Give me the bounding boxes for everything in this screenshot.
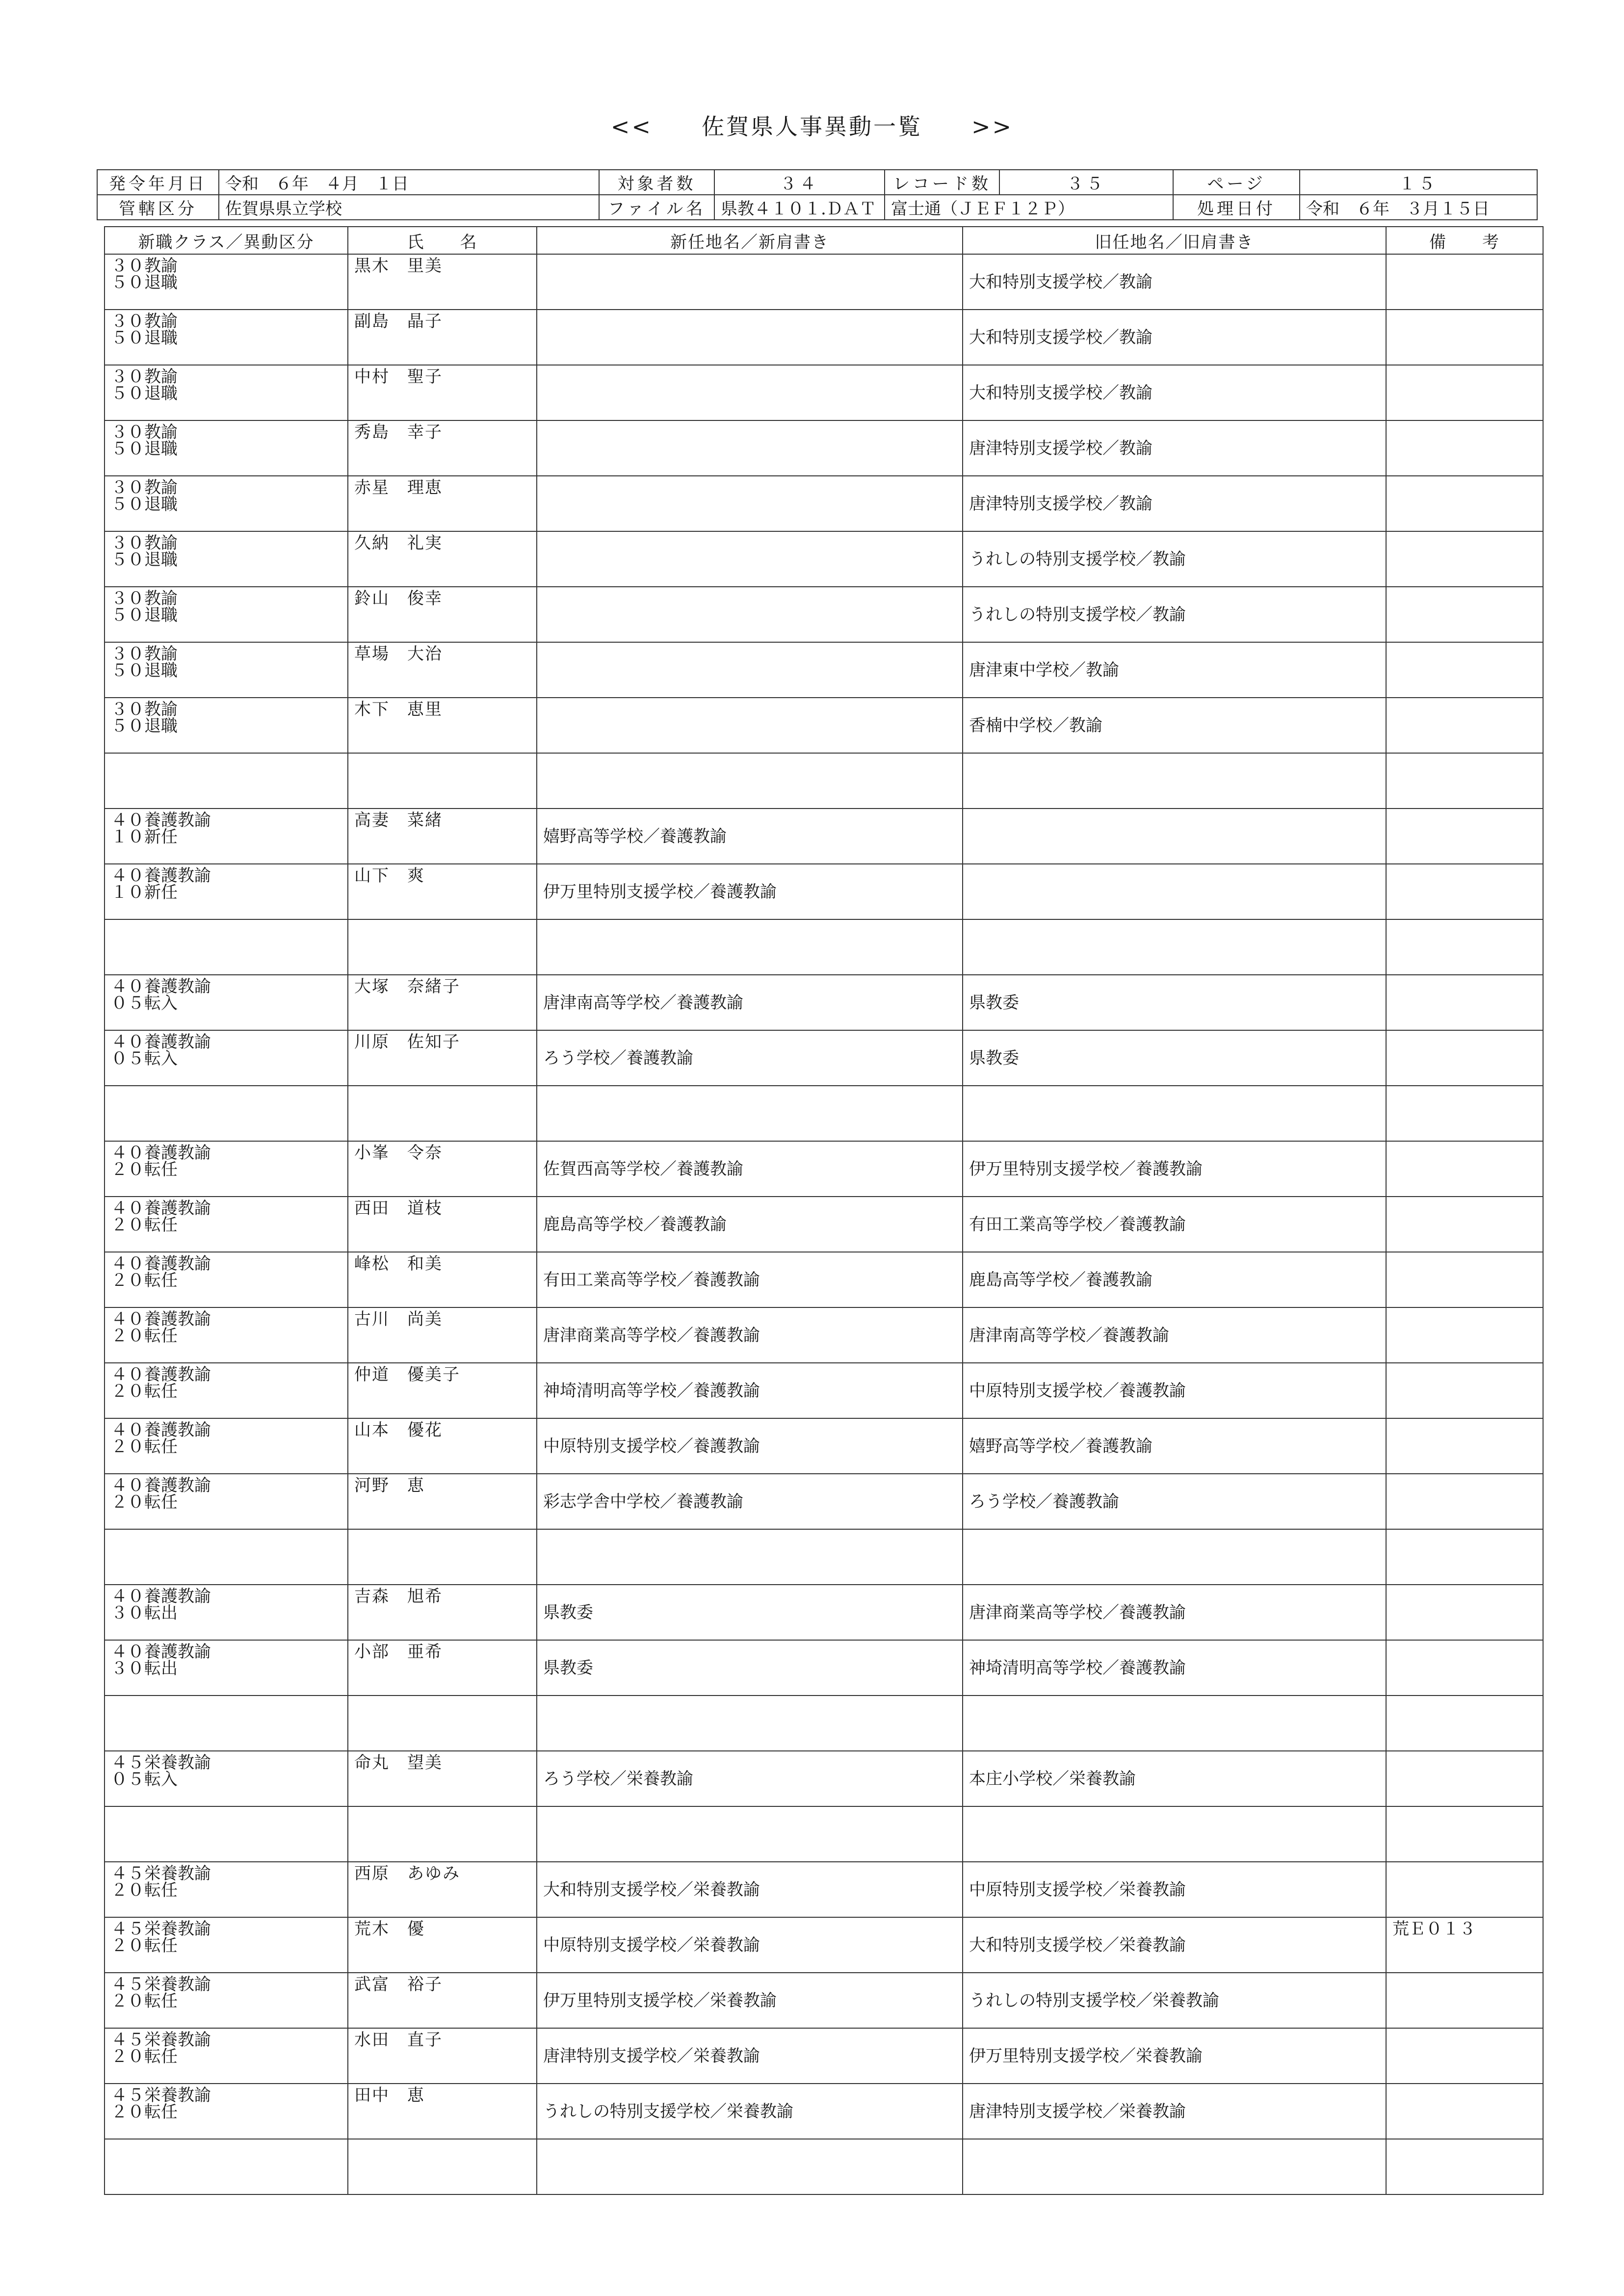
header-value-page: １５ — [1300, 170, 1537, 195]
job-class: ４０養護教諭 — [111, 1032, 211, 1052]
cell-class — [105, 975, 348, 1030]
cell-class — [105, 2028, 348, 2084]
job-class: ４０養護教諭 — [111, 1420, 211, 1440]
cell-note — [1386, 1973, 1543, 2028]
cell-class — [105, 254, 348, 310]
table-row — [105, 919, 1543, 975]
cell-class — [105, 587, 348, 642]
cell-note — [1386, 1862, 1543, 1917]
cell-old-post: 伊万里特別支援学校／栄養教諭 — [963, 2028, 1386, 2084]
cell-name — [348, 1696, 537, 1751]
table-row — [105, 1418, 1543, 1474]
cell-class — [105, 1917, 348, 1973]
cell-class — [105, 1030, 348, 1086]
cell-new-post — [537, 2139, 963, 2194]
job-class: ４５栄養教諭 — [111, 1919, 211, 1939]
cell-class — [105, 864, 348, 919]
transfer-type: ２０転任 — [111, 2102, 178, 2122]
cell-class — [105, 1973, 348, 2028]
job-class: ４０養護教諭 — [111, 1309, 211, 1329]
cell-name: 高妻 菜緒 — [348, 809, 537, 864]
transfer-type: ５０退職 — [111, 661, 178, 680]
cell-note — [1386, 1086, 1543, 1141]
table-row — [105, 1806, 1543, 1862]
cell-old-post: 香楠中学校／教諭 — [963, 698, 1386, 753]
table-row — [105, 365, 1543, 420]
cell-new-post — [537, 1696, 963, 1751]
cell-note — [1386, 753, 1543, 809]
cell-new-post: 唐津商業高等学校／養護教諭 — [537, 1307, 963, 1363]
cell-class — [105, 420, 348, 476]
cell-note — [1386, 1585, 1543, 1640]
table-row — [105, 476, 1543, 531]
header-label-record-count: レコード数 — [885, 170, 999, 195]
cell-old-post: 大和特別支援学校／栄養教諭 — [963, 1917, 1386, 1973]
table-row — [105, 1529, 1543, 1585]
cell-new-post: 県教委 — [537, 1640, 963, 1696]
job-class: ３０教諭 — [111, 533, 178, 553]
transfer-type: ５０退職 — [111, 384, 178, 403]
transfer-type: ５０退職 — [111, 550, 178, 570]
cell-name: 小峯 令奈 — [348, 1141, 537, 1197]
transfer-type: ２０転任 — [111, 1492, 178, 1512]
cell-class — [105, 642, 348, 698]
job-class: ４５栄養教諭 — [111, 1753, 211, 1773]
transfer-type: ５０退職 — [111, 495, 178, 514]
transfer-type: ２０転任 — [111, 1271, 178, 1290]
table-row — [105, 310, 1543, 365]
cell-name — [348, 1806, 537, 1862]
transfer-type: ５０退職 — [111, 328, 178, 348]
transfer-type: ２０転任 — [111, 1437, 178, 1457]
transfer-type: ５０退職 — [111, 716, 178, 736]
cell-name: 西田 道枝 — [348, 1197, 537, 1252]
table-row — [105, 1640, 1543, 1696]
table-row — [105, 587, 1543, 642]
table-row — [105, 975, 1543, 1030]
cell-name: 武富 裕子 — [348, 1973, 537, 2028]
cell-new-post: 県教委 — [537, 1585, 963, 1640]
cell-class — [105, 2139, 348, 2194]
cell-new-post — [537, 254, 963, 310]
cell-old-post: 嬉野高等学校／養護教諭 — [963, 1418, 1386, 1474]
header-row-2 — [97, 195, 1537, 220]
cell-note — [1386, 809, 1543, 864]
job-class: ４０養護教諭 — [111, 866, 211, 886]
cell-old-post: 唐津特別支援学校／教諭 — [963, 420, 1386, 476]
job-class: ４０養護教諭 — [111, 1143, 211, 1163]
cell-new-post — [537, 1806, 963, 1862]
cell-name: 秀島 幸子 — [348, 420, 537, 476]
cell-note — [1386, 975, 1543, 1030]
transfer-type: ２０転任 — [111, 2047, 178, 2066]
cell-new-post: 嬉野高等学校／養護教諭 — [537, 809, 963, 864]
cell-note — [1386, 1696, 1543, 1751]
column-header-row — [105, 227, 1543, 254]
table-row — [105, 642, 1543, 698]
cell-name: 西原 あゆみ — [348, 1862, 537, 1917]
header-value-printer: 富士通（ＪＥＦ１２Ｐ） — [885, 195, 1173, 220]
cell-name: 赤星 理恵 — [348, 476, 537, 531]
transfer-type: ２０転任 — [111, 1382, 178, 1401]
table-row — [105, 254, 1543, 310]
table-row — [105, 1474, 1543, 1529]
cell-note — [1386, 365, 1543, 420]
cell-name: 田中 恵 — [348, 2084, 537, 2139]
transfer-type: ０５転入 — [111, 993, 178, 1013]
cell-class — [105, 531, 348, 587]
cell-note — [1386, 2139, 1543, 2194]
cell-old-post: 唐津特別支援学校／教諭 — [963, 476, 1386, 531]
job-class: ４０養護教諭 — [111, 1642, 211, 1662]
cell-old-post — [963, 753, 1386, 809]
cell-class — [105, 1307, 348, 1363]
job-class: ３０教諭 — [111, 367, 178, 387]
cell-new-post — [537, 587, 963, 642]
cell-new-post: 鹿島高等学校／養護教諭 — [537, 1197, 963, 1252]
cell-new-post — [537, 310, 963, 365]
cell-note — [1386, 919, 1543, 975]
document-title: << 佐賀県人事異動一覧 >> — [610, 113, 1014, 140]
cell-old-post: 有田工業高等学校／養護教諭 — [963, 1197, 1386, 1252]
cell-class — [105, 698, 348, 753]
cell-name — [348, 919, 537, 975]
cell-name: 久納 礼実 — [348, 531, 537, 587]
transfer-type: ０５転入 — [111, 1770, 178, 1789]
cell-note — [1386, 587, 1543, 642]
header-value-record-count: ３５ — [999, 170, 1173, 195]
cell-new-post: 中原特別支援学校／養護教諭 — [537, 1418, 963, 1474]
column-header-class: 新職クラス／異動区分 — [105, 227, 348, 254]
cell-new-post — [537, 919, 963, 975]
table-row — [105, 531, 1543, 587]
transfer-type: ２０転任 — [111, 1880, 178, 1900]
cell-class — [105, 1696, 348, 1751]
transfer-type: ２０転任 — [111, 1991, 178, 2011]
transfer-type: ２０転任 — [111, 1215, 178, 1235]
table-row — [105, 698, 1543, 753]
cell-note — [1386, 531, 1543, 587]
cell-note — [1386, 420, 1543, 476]
cell-new-post: 大和特別支援学校／栄養教諭 — [537, 1862, 963, 1917]
cell-class — [105, 476, 348, 531]
header-table — [97, 169, 1538, 220]
transfer-type: ３０転出 — [111, 1603, 178, 1623]
cell-name — [348, 1086, 537, 1141]
table-row — [105, 1141, 1543, 1197]
table-row — [105, 1252, 1543, 1307]
cell-name: 鈴山 俊幸 — [348, 587, 537, 642]
cell-new-post — [537, 753, 963, 809]
job-class: ４０養護教諭 — [111, 1476, 211, 1495]
table-row — [105, 1751, 1543, 1806]
cell-old-post: 鹿島高等学校／養護教諭 — [963, 1252, 1386, 1307]
cell-new-post: 伊万里特別支援学校／養護教諭 — [537, 864, 963, 919]
cell-class — [105, 1806, 348, 1862]
cell-class — [105, 1585, 348, 1640]
header-value-file-name: 県教４１０１.ＤＡＴ — [714, 195, 885, 220]
cell-class — [105, 1751, 348, 1806]
cell-new-post: 中原特別支援学校／栄養教諭 — [537, 1917, 963, 1973]
cell-name: 副島 晶子 — [348, 310, 537, 365]
job-class: ４５栄養教諭 — [111, 2086, 211, 2105]
cell-name: 峰松 和美 — [348, 1252, 537, 1307]
cell-note — [1386, 1363, 1543, 1418]
header-label-jurisdiction: 管轄区分 — [97, 195, 219, 220]
cell-class — [105, 1363, 348, 1418]
header-label-process-date: 処理日付 — [1173, 195, 1300, 220]
cell-new-post — [537, 1529, 963, 1585]
transfer-type: ５０退職 — [111, 605, 178, 625]
cell-new-post: 彩志学舎中学校／養護教諭 — [537, 1474, 963, 1529]
cell-old-post: うれしの特別支援学校／教諭 — [963, 587, 1386, 642]
cell-new-post: 神埼清明高等学校／養護教諭 — [537, 1363, 963, 1418]
cell-old-post: 唐津東中学校／教諭 — [963, 642, 1386, 698]
cell-name: 大塚 奈緒子 — [348, 975, 537, 1030]
cell-old-post — [963, 1529, 1386, 1585]
table-row — [105, 2028, 1543, 2084]
job-class: ４５栄養教諭 — [111, 1864, 211, 1883]
cell-old-post: 県教委 — [963, 1030, 1386, 1086]
job-class: ３０教諭 — [111, 478, 178, 497]
job-class: ４０養護教諭 — [111, 810, 211, 830]
header-label-page: ページ — [1173, 170, 1300, 195]
cell-class — [105, 2084, 348, 2139]
cell-name: 吉森 旭希 — [348, 1585, 537, 1640]
cell-note — [1386, 864, 1543, 919]
cell-note — [1386, 1418, 1543, 1474]
table-row — [105, 753, 1543, 809]
column-header-note: 備 考 — [1386, 227, 1543, 254]
table-row — [105, 1973, 1543, 2028]
cell-old-post: 大和特別支援学校／教諭 — [963, 254, 1386, 310]
job-class: ３０教諭 — [111, 312, 178, 331]
cell-old-post: 県教委 — [963, 975, 1386, 1030]
cell-new-post: 有田工業高等学校／養護教諭 — [537, 1252, 963, 1307]
cell-note — [1386, 254, 1543, 310]
header-label-file-name: ファイル名 — [599, 195, 714, 220]
cell-class — [105, 1197, 348, 1252]
transfer-type: ５０退職 — [111, 439, 178, 459]
cell-new-post — [537, 1086, 963, 1141]
cell-new-post — [537, 531, 963, 587]
job-class: ３０教諭 — [111, 700, 178, 719]
cell-name: 木下 恵里 — [348, 698, 537, 753]
transfer-type: １０新任 — [111, 883, 178, 902]
column-header-new-post: 新任地名／新肩書き — [537, 227, 963, 254]
cell-note — [1386, 1252, 1543, 1307]
table-row — [105, 420, 1543, 476]
cell-note — [1386, 642, 1543, 698]
table-row — [105, 1197, 1543, 1252]
table-row — [105, 1086, 1543, 1141]
table-row — [105, 2084, 1543, 2139]
transfer-type: ３０転出 — [111, 1659, 178, 1678]
cell-old-post: うれしの特別支援学校／栄養教諭 — [963, 1973, 1386, 2028]
transfer-type: ２０転任 — [111, 1326, 178, 1346]
personnel-table — [104, 226, 1544, 2195]
cell-name: 黒木 里美 — [348, 254, 537, 310]
cell-note — [1386, 1141, 1543, 1197]
cell-new-post: うれしの特別支援学校／栄養教諭 — [537, 2084, 963, 2139]
cell-new-post — [537, 420, 963, 476]
cell-class — [105, 1252, 348, 1307]
cell-name — [348, 2139, 537, 2194]
cell-old-post: うれしの特別支援学校／教諭 — [963, 531, 1386, 587]
cell-class — [105, 365, 348, 420]
header-label-target-count: 対象者数 — [599, 170, 714, 195]
cell-note — [1386, 1307, 1543, 1363]
cell-new-post: 佐賀西高等学校／養護教諭 — [537, 1141, 963, 1197]
cell-old-post: 本庄小学校／栄養教諭 — [963, 1751, 1386, 1806]
cell-old-post: 中原特別支援学校／養護教諭 — [963, 1363, 1386, 1418]
table-row — [105, 864, 1543, 919]
table-row — [105, 1363, 1543, 1418]
cell-class — [105, 1862, 348, 1917]
cell-old-post: 大和特別支援学校／教諭 — [963, 365, 1386, 420]
cell-name: 河野 恵 — [348, 1474, 537, 1529]
header-value-target-count: ３４ — [714, 170, 885, 195]
cell-old-post — [963, 864, 1386, 919]
table-row — [105, 1030, 1543, 1086]
transfer-type: ０５転入 — [111, 1049, 178, 1069]
job-class: ４０養護教諭 — [111, 1199, 211, 1218]
cell-old-post: 唐津商業高等学校／養護教諭 — [963, 1585, 1386, 1640]
cell-old-post: 中原特別支援学校／栄養教諭 — [963, 1862, 1386, 1917]
cell-new-post — [537, 365, 963, 420]
job-class: ３０教諭 — [111, 422, 178, 442]
cell-old-post — [963, 1086, 1386, 1141]
cell-note — [1386, 1640, 1543, 1696]
cell-note — [1386, 476, 1543, 531]
cell-new-post — [537, 698, 963, 753]
cell-old-post — [963, 809, 1386, 864]
job-class: ４０養護教諭 — [111, 1365, 211, 1384]
transfer-type: ５０退職 — [111, 273, 178, 292]
cell-name: 命丸 望美 — [348, 1751, 537, 1806]
transfer-type: ２０転任 — [111, 1936, 178, 1956]
cell-class — [105, 1640, 348, 1696]
header-row-1 — [97, 170, 1537, 195]
cell-note — [1386, 1806, 1543, 1862]
job-class: ４５栄養教諭 — [111, 1975, 211, 1994]
cell-note — [1386, 310, 1543, 365]
job-class: ３０教諭 — [111, 256, 178, 276]
cell-class — [105, 753, 348, 809]
header-value-jurisdiction: 佐賀県県立学校 — [219, 195, 599, 220]
job-class: ３０教諭 — [111, 589, 178, 608]
cell-new-post: 伊万里特別支援学校／栄養教諭 — [537, 1973, 963, 2028]
cell-old-post: 唐津特別支援学校／栄養教諭 — [963, 2084, 1386, 2139]
cell-old-post — [963, 919, 1386, 975]
cell-name: 山本 優花 — [348, 1418, 537, 1474]
cell-note — [1386, 1474, 1543, 1529]
job-class: ４０養護教諭 — [111, 1254, 211, 1274]
cell-note — [1386, 1030, 1543, 1086]
cell-class — [105, 1529, 348, 1585]
job-class: ４０養護教諭 — [111, 977, 211, 996]
cell-class — [105, 1418, 348, 1474]
cell-note — [1386, 2028, 1543, 2084]
cell-old-post — [963, 2139, 1386, 2194]
table-row — [105, 2139, 1543, 2194]
cell-new-post: ろう学校／栄養教諭 — [537, 1751, 963, 1806]
header-value-issue-date: 令和 ６年 ４月 １日 — [219, 170, 599, 195]
table-row — [105, 1917, 1543, 1973]
column-header-name: 氏 名 — [348, 227, 537, 254]
cell-name: 水田 直子 — [348, 2028, 537, 2084]
table-row — [105, 1696, 1543, 1751]
job-class: ４５栄養教諭 — [111, 2030, 211, 2050]
table-row — [105, 1585, 1543, 1640]
cell-name — [348, 753, 537, 809]
cell-note — [1386, 698, 1543, 753]
table-row — [105, 1862, 1543, 1917]
cell-class — [105, 919, 348, 975]
cell-old-post: 伊万里特別支援学校／養護教諭 — [963, 1141, 1386, 1197]
cell-name — [348, 1529, 537, 1585]
cell-old-post: 大和特別支援学校／教諭 — [963, 310, 1386, 365]
cell-name: 仲道 優美子 — [348, 1363, 537, 1418]
cell-name: 草場 大治 — [348, 642, 537, 698]
table-row — [105, 1307, 1543, 1363]
cell-note — [1386, 2084, 1543, 2139]
header-value-process-date: 令和 ６年 ３月１５日 — [1300, 195, 1537, 220]
cell-new-post: 唐津南高等学校／養護教諭 — [537, 975, 963, 1030]
cell-class — [105, 809, 348, 864]
cell-old-post: 神埼清明高等学校／養護教諭 — [963, 1640, 1386, 1696]
cell-name: 荒木 優 — [348, 1917, 537, 1973]
cell-note: 荒Ｅ０１３ — [1386, 1917, 1543, 1973]
table-row — [105, 809, 1543, 864]
cell-name: 古川 尚美 — [348, 1307, 537, 1363]
cell-new-post: ろう学校／養護教諭 — [537, 1030, 963, 1086]
cell-name: 小部 亜希 — [348, 1640, 537, 1696]
transfer-type: １０新任 — [111, 827, 178, 847]
cell-note — [1386, 1197, 1543, 1252]
cell-class — [105, 1086, 348, 1141]
cell-name: 山下 爽 — [348, 864, 537, 919]
cell-note — [1386, 1751, 1543, 1806]
cell-new-post: 唐津特別支援学校／栄養教諭 — [537, 2028, 963, 2084]
cell-old-post — [963, 1806, 1386, 1862]
cell-old-post — [963, 1696, 1386, 1751]
cell-name: 中村 聖子 — [348, 365, 537, 420]
cell-class — [105, 1474, 348, 1529]
cell-class — [105, 310, 348, 365]
job-class: ４０養護教諭 — [111, 1587, 211, 1606]
cell-note — [1386, 1529, 1543, 1585]
header-label-issue-date: 発令年月日 — [97, 170, 219, 195]
column-header-old-post: 旧任地名／旧肩書き — [963, 227, 1386, 254]
cell-old-post: ろう学校／養護教諭 — [963, 1474, 1386, 1529]
job-class: ３０教諭 — [111, 644, 178, 664]
cell-name: 川原 佐知子 — [348, 1030, 537, 1086]
cell-new-post — [537, 476, 963, 531]
transfer-type: ２０転任 — [111, 1160, 178, 1179]
cell-class — [105, 1141, 348, 1197]
cell-old-post: 唐津南高等学校／養護教諭 — [963, 1307, 1386, 1363]
cell-new-post — [537, 642, 963, 698]
